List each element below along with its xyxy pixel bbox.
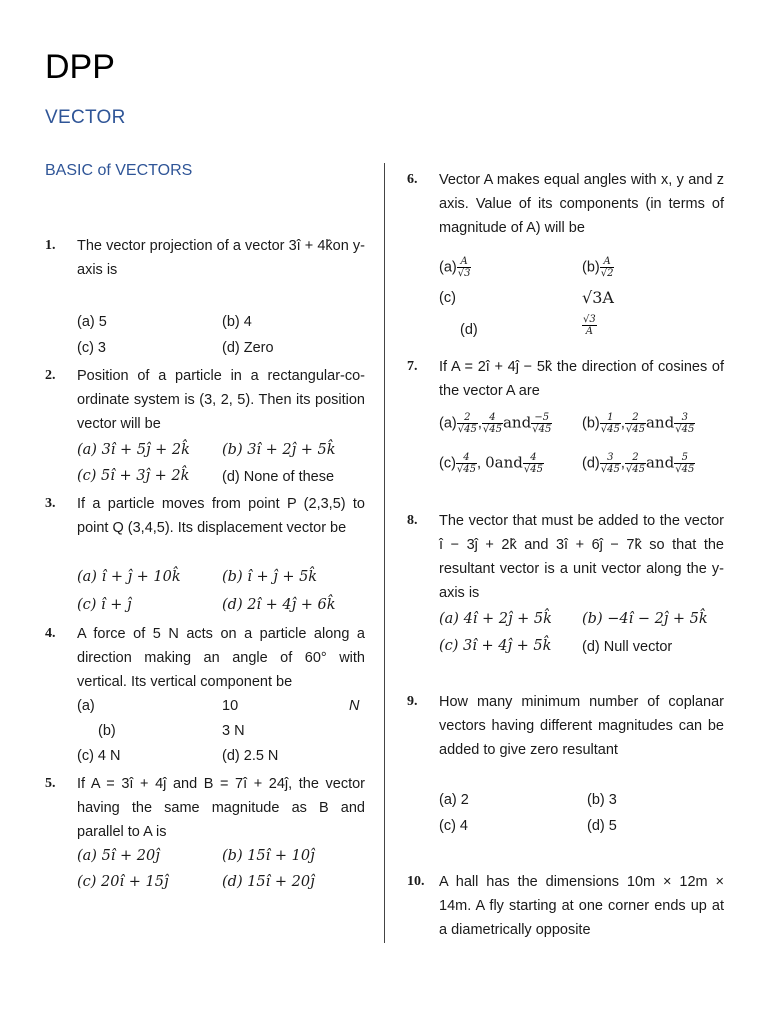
option-b: (b) −4î − 2ĵ + 5k̂: [582, 611, 708, 627]
option-d: (d) Null vector: [582, 639, 673, 655]
option-a: (a): [77, 698, 95, 714]
numerator: 2: [625, 452, 646, 464]
denominator: √45: [675, 464, 695, 475]
option-a: (a) 5î + 20ĵ: [77, 848, 160, 864]
numerator: A: [600, 256, 615, 268]
numerator: 4: [456, 452, 477, 464]
numerator: 4: [482, 412, 503, 424]
question-number: 7.: [407, 359, 418, 374]
numerator: 4: [523, 452, 544, 464]
question-1: [45, 234, 365, 284]
numerator: −5: [531, 412, 552, 424]
option-b: (b) 15î + 10ĵ: [222, 848, 315, 864]
denominator: √45: [675, 424, 695, 435]
fraction: [531, 412, 552, 435]
fraction: [674, 412, 695, 435]
denominator: √45: [523, 464, 543, 475]
option-b-value: 3 N: [222, 723, 245, 739]
option-c: (c) 3î + 4ĵ + 5k̂: [439, 638, 552, 654]
question-text: The vector that must be added to the vector î − 3ĵ + 2k̂ and 3î + 6ĵ − 7k̂ so that the resultant vector is a unit vector along the y-axis is: [439, 513, 724, 601]
question-text: A force of 5 N acts on a particle along a direction making an angle of 60° with vertical. Its vertical component be: [77, 626, 365, 690]
denominator: √45: [456, 464, 477, 475]
question-text: If a particle moves from point P (2,3,5) to point Q (3,4,5). Its displacement vector be: [77, 496, 365, 536]
option-d: (d) Zero: [222, 340, 274, 356]
option-c: (c): [439, 290, 456, 306]
option-a: (a) î + ĵ + 10k̂: [77, 569, 181, 585]
numerator: 3: [600, 452, 621, 464]
fraction: [600, 452, 621, 475]
option-b: (b) 3î + 2ĵ + 5k̂: [222, 442, 336, 458]
denominator: √45: [600, 424, 620, 435]
option-label: (b): [582, 415, 600, 432]
denominator: √45: [457, 424, 477, 435]
question-text: The vector projection of a vector 3î + 4k̂on y-axis is: [77, 238, 365, 278]
page-title: DPP: [45, 48, 115, 86]
denominator: √45: [625, 464, 645, 475]
column-divider: [384, 163, 385, 943]
option-a: (a) 2: [439, 792, 469, 808]
question-5: [45, 772, 365, 844]
fraction: [600, 412, 621, 435]
question-text: Position of a particle in a rectangular-co-ordinate system is (3, 2, 5). Then its position vector will be: [77, 368, 365, 432]
numerator: 2: [457, 412, 478, 424]
question-9: [407, 690, 727, 788]
question-3: [45, 492, 365, 564]
question-text: If A = 2î + 4ĵ − 5k̂ the direction of cosines of the vector A are: [439, 359, 724, 399]
option-c: (c) $\frac{4}{√45}$ , 0and $\frac{4}{√45}$: [439, 452, 543, 475]
option-a-value: 10: [222, 698, 239, 714]
fraction: [457, 256, 472, 279]
question-4: [45, 622, 365, 694]
question-number: 10.: [407, 874, 425, 889]
option-a-unit: N: [349, 698, 360, 714]
option-b: (b) î + ĵ + 5k̂: [222, 569, 318, 585]
question-number: 4.: [45, 626, 56, 641]
question-number: 5.: [45, 776, 56, 791]
option-a: (a) 3î + 5ĵ + 2k̂: [77, 442, 190, 458]
question-number: 8.: [407, 513, 418, 528]
option-c: (c) 3: [77, 340, 106, 356]
fraction: [457, 412, 478, 435]
option-label: (a): [439, 415, 457, 432]
question-text: A hall has the dimensions 10m × 12m × 14m. A fly starting at one corner ends up at a diametrically opposite: [439, 874, 724, 938]
question-6: [407, 168, 727, 244]
fraction: [625, 412, 646, 435]
fraction: [625, 452, 646, 475]
fraction: [523, 452, 544, 475]
numerator: 1: [600, 412, 621, 424]
option-d: (d) 2î + 4ĵ + 6k̂: [222, 597, 336, 613]
option-a: (a) 5: [77, 314, 107, 330]
conjunction: and: [645, 413, 675, 432]
denominator: √45: [482, 424, 502, 435]
option-d: (d) 15î + 20ĵ: [222, 874, 315, 890]
option-d: (d) 2.5 N: [222, 748, 279, 764]
denominator: √3: [457, 268, 471, 279]
question-7: [407, 355, 727, 405]
fraction: [674, 452, 695, 475]
denominator: √45: [625, 424, 645, 435]
option-c: (c) 4 N: [77, 748, 121, 764]
numerator: 5: [674, 452, 695, 464]
option-label: (d): [582, 455, 600, 472]
option-c-value: √3A: [582, 288, 614, 307]
option-label: (b): [582, 259, 600, 276]
question-8: [407, 509, 727, 607]
denominator: A: [585, 326, 593, 337]
question-text: If A = 3î + 4ĵ and B = 7î + 24ĵ, the vector having the same magnitude as B and parallel to A is: [77, 776, 365, 840]
option-label: (c): [439, 455, 456, 472]
option-d: (d) 5: [587, 818, 617, 834]
option-a: (a) 4î + 2ĵ + 5k̂: [439, 611, 552, 627]
option-d-value: [582, 314, 597, 337]
question-2: [45, 364, 365, 436]
numerator: 3: [674, 412, 695, 424]
option-d: (d) $\frac{3}{√45}$ , $\frac{2}{√45}$ and $\frac{5}{√45}$: [582, 452, 695, 475]
option-b: (b): [98, 723, 116, 739]
denominator: √45: [532, 424, 552, 435]
option-c: (c) 4: [439, 818, 468, 834]
option-d: (d) None of these: [222, 469, 335, 485]
conjunction: and: [502, 413, 532, 432]
question-text: How many minimum number of coplanar vectors having different magnitudes can be added to give zero resultant: [439, 694, 724, 758]
fraction: [482, 412, 503, 435]
option-c: (c) 20î + 15ĵ: [77, 874, 169, 890]
option-c: (c) 5î + 3ĵ + 2k̂: [77, 468, 190, 484]
denominator: √45: [600, 464, 620, 475]
conjunction: and: [645, 453, 675, 472]
fraction: [600, 256, 615, 279]
subject-heading: VECTOR: [45, 107, 126, 128]
question-number: 2.: [45, 368, 56, 383]
zero-term: 0and: [485, 453, 523, 472]
fraction: [582, 314, 597, 337]
fraction: [456, 452, 477, 475]
question-number: 6.: [407, 172, 418, 187]
option-label: (a): [439, 259, 457, 276]
question-number: 1.: [45, 238, 56, 253]
option-d: (d): [460, 322, 478, 338]
question-number: 9.: [407, 694, 418, 709]
question-number: 3.: [45, 496, 56, 511]
numerator: 2: [625, 412, 646, 424]
numerator: √3: [583, 314, 596, 325]
option-a: [439, 256, 471, 279]
denominator: √2: [600, 268, 614, 279]
option-b: (b) 3: [587, 792, 617, 808]
option-b: (b) 4: [222, 314, 252, 330]
question-text: Vector A makes equal angles with x, y and z axis. Value of its components (in terms of magnitude of A) will be: [439, 172, 724, 236]
option-b: (b) $\frac{1}{√45}$ , $\frac{2}{√45}$ and $\frac{3}{√45}$: [582, 412, 695, 435]
numerator: A: [457, 256, 472, 268]
section-heading: BASIC of VECTORS: [45, 162, 193, 179]
question-10: [407, 870, 727, 944]
option-c: (c) î + ĵ: [77, 597, 132, 613]
option-b: [582, 256, 614, 279]
option-a: (a) $\frac{2}{√45}$ , $\frac{4}{√45}$ and $\frac{-5}{√45}$: [439, 412, 552, 435]
